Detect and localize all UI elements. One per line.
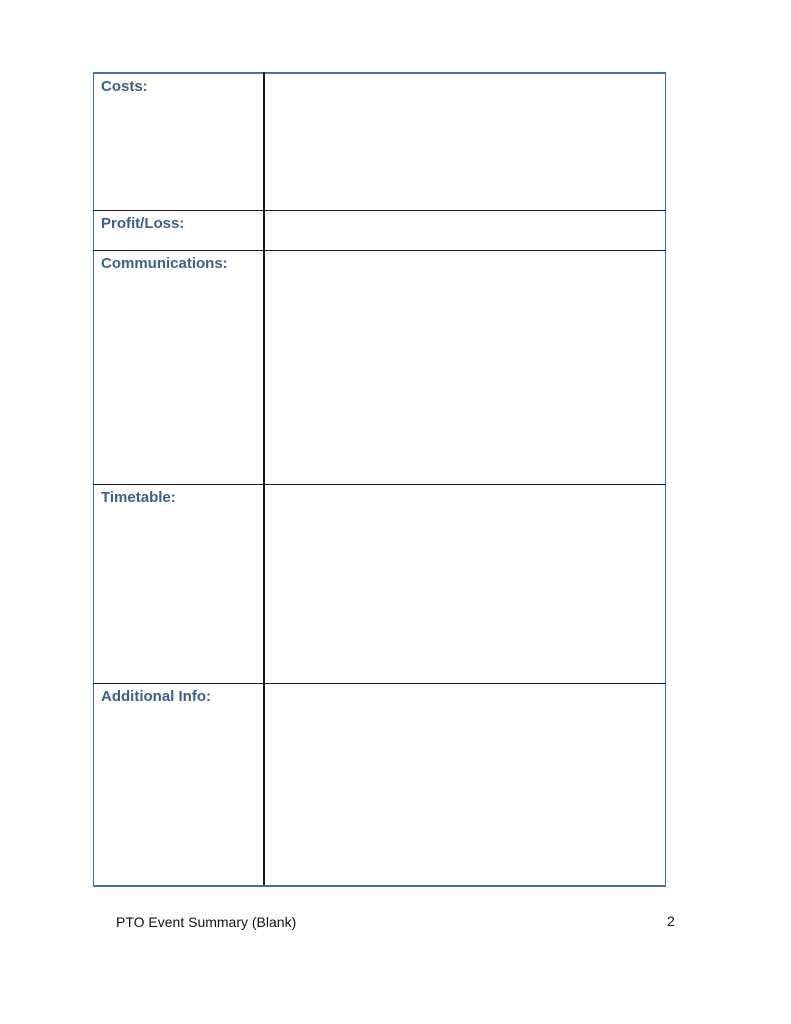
event-summary-form-table <box>93 72 666 887</box>
costs-value-field[interactable] <box>264 73 666 210</box>
communications-label: Communications: <box>101 254 228 272</box>
page-number: 2 <box>667 913 675 929</box>
costs-row <box>94 73 666 210</box>
profit-loss-row <box>94 210 666 250</box>
timetable-row <box>94 484 666 683</box>
timetable-label: Timetable: <box>101 488 176 506</box>
communications-label-cell <box>94 250 264 484</box>
additional-info-label: Additional Info: <box>101 687 211 705</box>
costs-label-cell <box>94 73 264 210</box>
additional-info-row <box>94 683 666 886</box>
additional-info-label-cell <box>94 683 264 886</box>
communications-row <box>94 250 666 484</box>
costs-label: Costs: <box>101 78 148 95</box>
timetable-value-field[interactable] <box>264 484 666 683</box>
profit-loss-value-field[interactable] <box>264 210 666 250</box>
footer-document-title: PTO Event Summary (Blank) <box>116 914 297 930</box>
communications-value-field[interactable] <box>264 250 666 484</box>
additional-info-value-field[interactable] <box>264 683 666 886</box>
profit-loss-label-cell <box>94 210 264 250</box>
timetable-label-cell <box>94 484 264 683</box>
profit-loss-label: Profit/Loss: <box>101 214 185 232</box>
